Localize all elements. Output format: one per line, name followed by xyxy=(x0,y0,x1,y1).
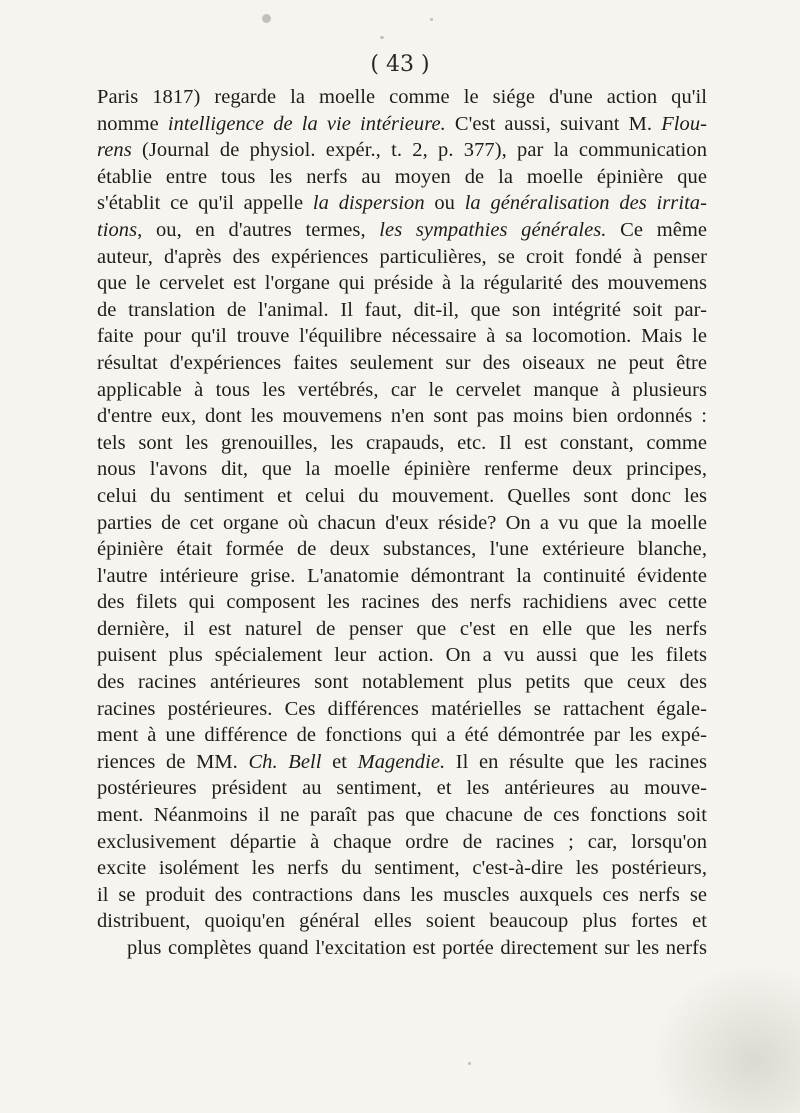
text-line xyxy=(97,696,707,723)
text-run: auteur, d'après des expériences particulières, se croit fondé à penser xyxy=(97,245,707,268)
italic-run: tions xyxy=(97,218,138,241)
text-run: s'établit ce qu'il appelle xyxy=(97,192,313,215)
text-run: Paris 1817) regarde la moelle comme le siége d'une action qu'il xyxy=(97,86,707,108)
text-run: des filets qui composent les racines des nerfs rachidiens avec cette xyxy=(97,591,707,614)
italic-run: la généralisation des irrita- xyxy=(464,192,707,215)
text-line xyxy=(97,217,707,244)
text-line xyxy=(97,855,707,882)
text-line xyxy=(97,935,707,962)
text-line xyxy=(97,616,707,643)
text-line xyxy=(97,190,707,217)
text-run: postérieures président au sentiment, et les antérieures au mouve- xyxy=(97,777,707,800)
text-run: d'entre eux, dont les mouvemens n'en sont pas moins bien ordonnés : xyxy=(97,405,707,428)
text-run: ment. Néanmoins il ne paraît pas que chacune de ces fonctions soit xyxy=(97,804,707,827)
text-run: racines postérieures. Ces différences matérielles se rattachent égale- xyxy=(97,697,707,720)
text-run: applicable à tous les vertébrés, car le cervelet manque à plusieurs xyxy=(97,378,707,401)
italic-run: Flou- xyxy=(661,112,707,135)
text-run: faite pour qu'il trouve l'équilibre nécessaire à sa locomotion. Mais le xyxy=(97,325,707,348)
text-line xyxy=(97,164,707,191)
text-run: parties de cet organe où chacun d'eux réside? On a vu que la moelle xyxy=(97,511,707,534)
text-run: C'est aussi, suivant M. xyxy=(445,112,662,135)
text-line xyxy=(97,722,707,749)
text-line xyxy=(97,270,707,297)
text-run: tels sont les grenouilles, les crapauds, etc. Il est constant, comme xyxy=(97,431,707,454)
text-line xyxy=(97,775,707,802)
text-run: celui du sentiment et celui du mouvement. Quelles sont donc les xyxy=(97,484,707,507)
text-line xyxy=(97,483,707,510)
text-run: établie entre tous les nerfs au moyen de la moelle épinière que xyxy=(97,165,707,188)
italic-run: la dispersion xyxy=(312,192,425,215)
text-line xyxy=(97,244,707,271)
page-number: ( 43 ) xyxy=(370,52,430,77)
text-run: exclusivement départie à chaque ordre de racines ; car, lorsqu'on xyxy=(97,830,707,853)
text-line xyxy=(97,802,707,829)
ink-speck xyxy=(430,18,433,21)
text-line xyxy=(97,137,707,164)
ink-speck xyxy=(468,1062,471,1065)
text-run: que le cervelet est l'organe qui préside à la régularité des mouvemens xyxy=(97,272,707,295)
ink-speck xyxy=(380,36,384,39)
text-line xyxy=(97,456,707,483)
italic-run: intelligence de la vie intérieure. xyxy=(167,112,446,135)
text-run: épinière était formée de deux substances, l'une extérieure blanche, xyxy=(97,538,707,561)
text-line xyxy=(97,908,707,935)
text-line xyxy=(97,510,707,537)
text-run: ment à une différence de fonctions qui a été démontrée par les expé- xyxy=(97,724,707,747)
text-run: nomme xyxy=(97,112,168,135)
text-run: résultat d'expériences faites seulement sur des oiseaux ne peut être xyxy=(97,351,707,374)
text-line xyxy=(97,350,707,377)
text-line xyxy=(97,297,707,324)
text-run: distribuent, quoiqu'en général elles soient beaucoup plus fortes et xyxy=(97,910,707,933)
text-run: excite isolément les nerfs du sentiment, c'est-à-dire les postérieurs, xyxy=(97,857,707,880)
text-line xyxy=(97,84,707,111)
text-line xyxy=(97,669,707,696)
text-run: et xyxy=(321,750,358,773)
text-line xyxy=(97,589,707,616)
text-line xyxy=(97,430,707,457)
body-text xyxy=(97,84,707,962)
text-run: Ce même xyxy=(606,218,707,241)
text-run: riences de MM. xyxy=(97,750,249,773)
text-run: ou xyxy=(424,192,465,215)
text-line xyxy=(97,111,707,138)
italic-run: rens xyxy=(97,139,132,162)
text-run: (Journal de physiol. expér., t. 2, p. 377), par la communication xyxy=(131,139,707,162)
text-run: de translation de l'animal. Il faut, dit-il, que son intégrité soit par- xyxy=(97,298,707,321)
text-run: dernière, il est naturel de penser que c'est en elle que les nerfs xyxy=(97,617,707,640)
text-line xyxy=(97,377,707,404)
text-run: Il en résulte que les racines xyxy=(445,750,707,773)
text-run: des racines antérieures sont notablement plus petits que ceux des xyxy=(97,671,707,694)
text-run: , ou, en d'autres termes, xyxy=(137,218,380,241)
paper-stain xyxy=(650,963,800,1113)
text-line xyxy=(97,536,707,563)
text-run: il se produit des contractions dans les muscles auxquels ces nerfs se xyxy=(97,883,707,906)
text-run: l'autre intérieure grise. L'anatomie démontrant la continuité évidente xyxy=(97,564,707,587)
text-line xyxy=(97,563,707,590)
text-line xyxy=(97,642,707,669)
text-line xyxy=(97,749,707,776)
text-run: puisent plus spécialement leur action. On a vu aussi que les filets xyxy=(97,644,707,667)
italic-run: Magendie. xyxy=(357,750,446,773)
text-run: nous l'avons dit, que la moelle épinière renferme deux principes, xyxy=(97,458,707,481)
text-run: plus complètes quand l'excitation est portée directement sur les nerfs xyxy=(127,937,707,959)
text-line xyxy=(97,403,707,430)
italic-run: les sympathies générales. xyxy=(379,218,607,241)
text-line xyxy=(97,323,707,350)
text-line xyxy=(97,882,707,909)
text-line xyxy=(97,829,707,856)
italic-run: Ch. Bell xyxy=(248,750,322,773)
ink-speck xyxy=(262,14,271,23)
